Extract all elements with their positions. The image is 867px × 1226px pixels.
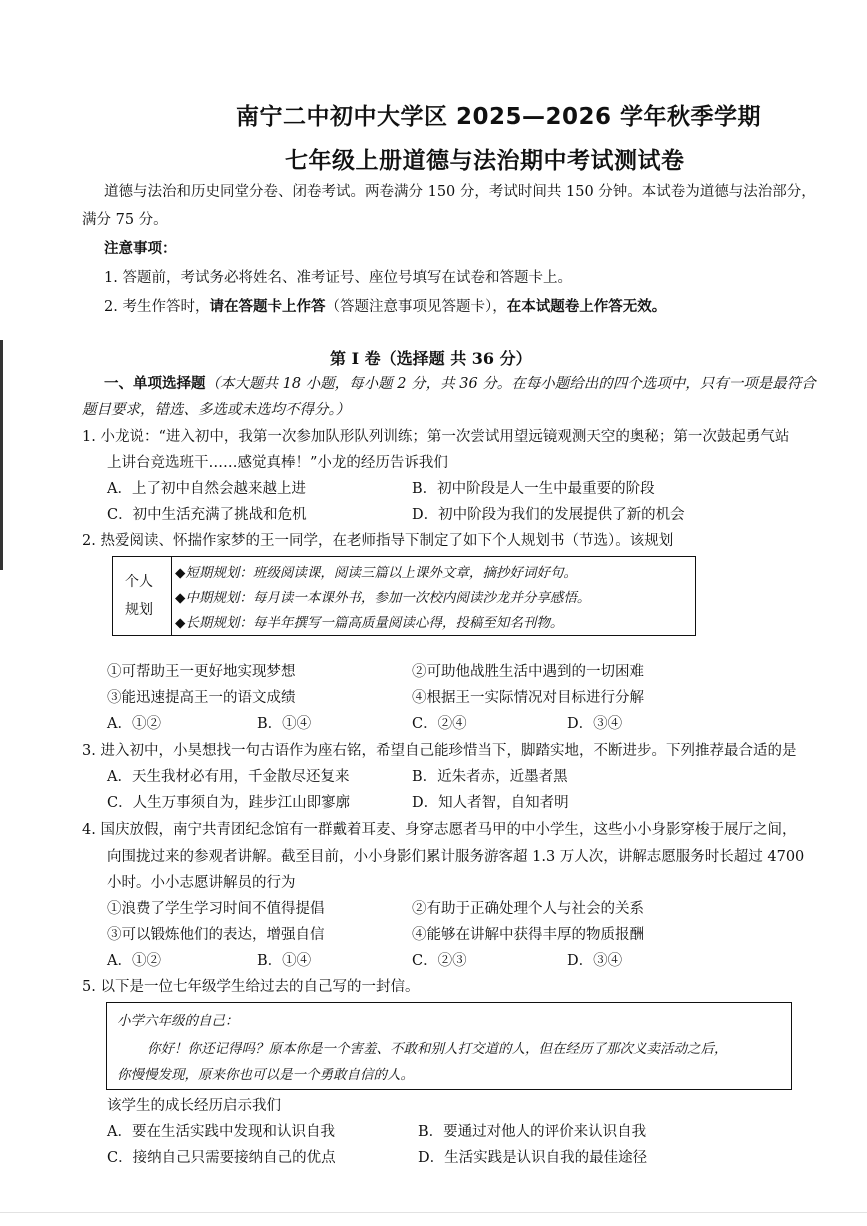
notice-item-2-part-c: （答题注意事项见答题卡），	[325, 299, 507, 315]
q2-stem-line1: 2. 热爱阅读、怀揣作家梦的王一同学，在老师指导下制定了如下个人规划书（节选）。该规划	[82, 533, 674, 549]
q2-statement-1: ①可帮助王一更好地实现梦想	[107, 664, 296, 680]
notice-item-2-part-d: 在本试题卷上作答无效。	[506, 298, 667, 315]
scan-margin-mark	[0, 340, 3, 570]
section-title: 第 I 卷（选择题 共 36 分）	[330, 349, 532, 368]
exam-title-line1: 南宁二中初中大学区 2025—2026 学年秋季学期	[236, 104, 762, 130]
q1-option-c: C．初中生活充满了挑战和危机	[107, 507, 307, 523]
q4-stem-line2: 向围拢过来的参观者讲解。截至目前，小小身影们累计服务游客超 1.3 万人次，讲解志愿服务时长超过 4700	[107, 849, 805, 865]
q5-letter-body-2: 你慢慢发现，原来你也可以是一个勇敢自信的人。	[117, 1067, 414, 1083]
q4-stem-line1: 4. 国庆放假，南宁共青团纪念馆有一群戴着耳麦、身穿志愿者马甲的中小学生，这些小小身影穿梭于展厅之间，	[82, 822, 797, 838]
q2-plan-long: ◆长期规划：每半年撰写一篇高质量阅读心得，投稿至知名刊物。	[175, 615, 564, 631]
q5-option-b: B．要通过对他人的评价来认识自我	[418, 1124, 647, 1140]
q3-option-d: D．知人者智，自知者明	[412, 795, 569, 811]
q2-plan-mid: ◆中期规划：每月读一本课外书，参加一次校内阅读沙龙并分享感悟。	[175, 590, 591, 606]
q2-plan-label-1: 个人	[125, 574, 153, 590]
q4-statement-2: ②有助于正确处理个人与社会的关系	[412, 901, 644, 917]
q2-option-a: A．①②	[107, 716, 161, 732]
q5-stem-line2: 该学生的成长经历启示我们	[107, 1098, 281, 1114]
q5-option-a: A．要在生活实践中发现和认识自我	[107, 1124, 335, 1140]
q5-letter-salutation: 小学六年级的自己：	[117, 1013, 239, 1029]
intro-line2: 满分 75 分。	[82, 212, 168, 228]
exam-title-line2: 七年级上册道德与法治期中考试测试卷	[285, 148, 685, 174]
q2-option-b: B．①④	[257, 716, 312, 732]
q4-option-c: C．②③	[412, 953, 467, 969]
q4-option-b: B．①④	[257, 953, 312, 969]
q4-statement-1: ①浪费了学生学习时间不值得提倡	[107, 901, 325, 917]
notice-item-1: 1. 答题前，考试务必将姓名、准考证号、座位号填写在试卷和答题卡上。	[104, 270, 572, 286]
q1-option-a: A．上了初中自然会越来越上进	[107, 481, 306, 497]
q2-option-c: C．②④	[412, 716, 467, 732]
q3-option-b: B．近朱者赤，近墨者黑	[412, 769, 568, 785]
q2-plan-short: ◆短期规划：班级阅读课，阅读三篇以上课外文章，摘抄好词好句。	[175, 565, 577, 581]
q5-option-c: C．接纳自己只需要接纳自己的优点	[107, 1150, 336, 1166]
q2-plan-label-2: 规划	[125, 602, 153, 618]
q5-option-d: D．生活实践是认识自我的最佳途径	[418, 1150, 648, 1166]
notice-item-2-part-a: 2. 考生作答时，	[104, 299, 210, 315]
q5-letter-body-1: 你好！你还记得吗？原本你是一个害羞、不敢和别人打交道的人，但在经历了那次义卖活动之后，	[147, 1041, 728, 1057]
q2-option-d: D．③④	[567, 716, 623, 732]
notice-item-2	[104, 297, 666, 317]
q1-option-d: D．初中阶段为我们的发展提供了新的机会	[412, 507, 685, 523]
q1-stem-line2: 上讲台竞选班干……感觉真棒！”小龙的经历告诉我们	[107, 455, 448, 471]
section-desc-line1	[104, 374, 816, 394]
q5-letter-box	[106, 1002, 792, 1090]
q5-stem-line1: 5. 以下是一位七年级学生给过去的自己写的一封信。	[82, 979, 420, 995]
q1-stem-line1: 1. 小龙说：“进入初中，我第一次参加队形队列训练；第一次尝试用望远镜观测天空的奥秘；第一次鼓起勇气站	[82, 429, 790, 445]
q2-statement-2: ②可助他战胜生活中遇到的一切困难	[412, 664, 644, 680]
notice-item-2-part-b: 请在答题卡上作答	[209, 298, 326, 315]
page-bottom-edge	[0, 1212, 867, 1213]
q4-statement-3: ③可以锻炼他们的表达，增强自信	[107, 927, 325, 943]
notice-heading: 注意事项：	[104, 240, 177, 257]
q2-plan-divider	[171, 557, 172, 635]
q4-option-a: A．①②	[107, 953, 161, 969]
q3-option-a: A．天生我材必有用，千金散尽还复来	[107, 769, 350, 785]
q2-statement-4: ④根据王一实际情况对目标进行分解	[412, 690, 644, 706]
intro-line1: 道德与法治和历史同堂分卷、闭卷考试。两卷满分 150 分，考试时间共 150 分钟。本试卷为道德与法治部分，	[104, 184, 816, 200]
q3-stem-line1: 3. 进入初中，小昊想找一句古语作为座右铭，希望自己能珍惜当下，脚踏实地，不断进步。下列推荐最合适的是	[82, 743, 797, 759]
q3-option-c: C．人生万事须自为，跬步江山即寥廓	[107, 795, 351, 811]
q1-option-b: B．初中阶段是人一生中最重要的阶段	[412, 481, 655, 497]
q2-plan-box	[112, 556, 696, 636]
q4-statement-4: ④能够在讲解中获得丰厚的物质报酬	[412, 927, 644, 943]
q4-option-d: D．③④	[567, 953, 623, 969]
q4-stem-line3: 小时。小小志愿讲解员的行为	[107, 875, 296, 891]
q2-statement-3: ③能迅速提高王一的语文成绩	[107, 690, 296, 706]
section-desc-heading: 一、单项选择题	[104, 375, 206, 392]
section-desc-rules: （本大题共 18 小题，每小题 2 分，共 36 分。在每小题给出的四个选项中，只有一项是最符合	[205, 376, 816, 392]
section-desc-line2: 题目要求，错选、多选或未选均不得分。）	[82, 402, 351, 418]
